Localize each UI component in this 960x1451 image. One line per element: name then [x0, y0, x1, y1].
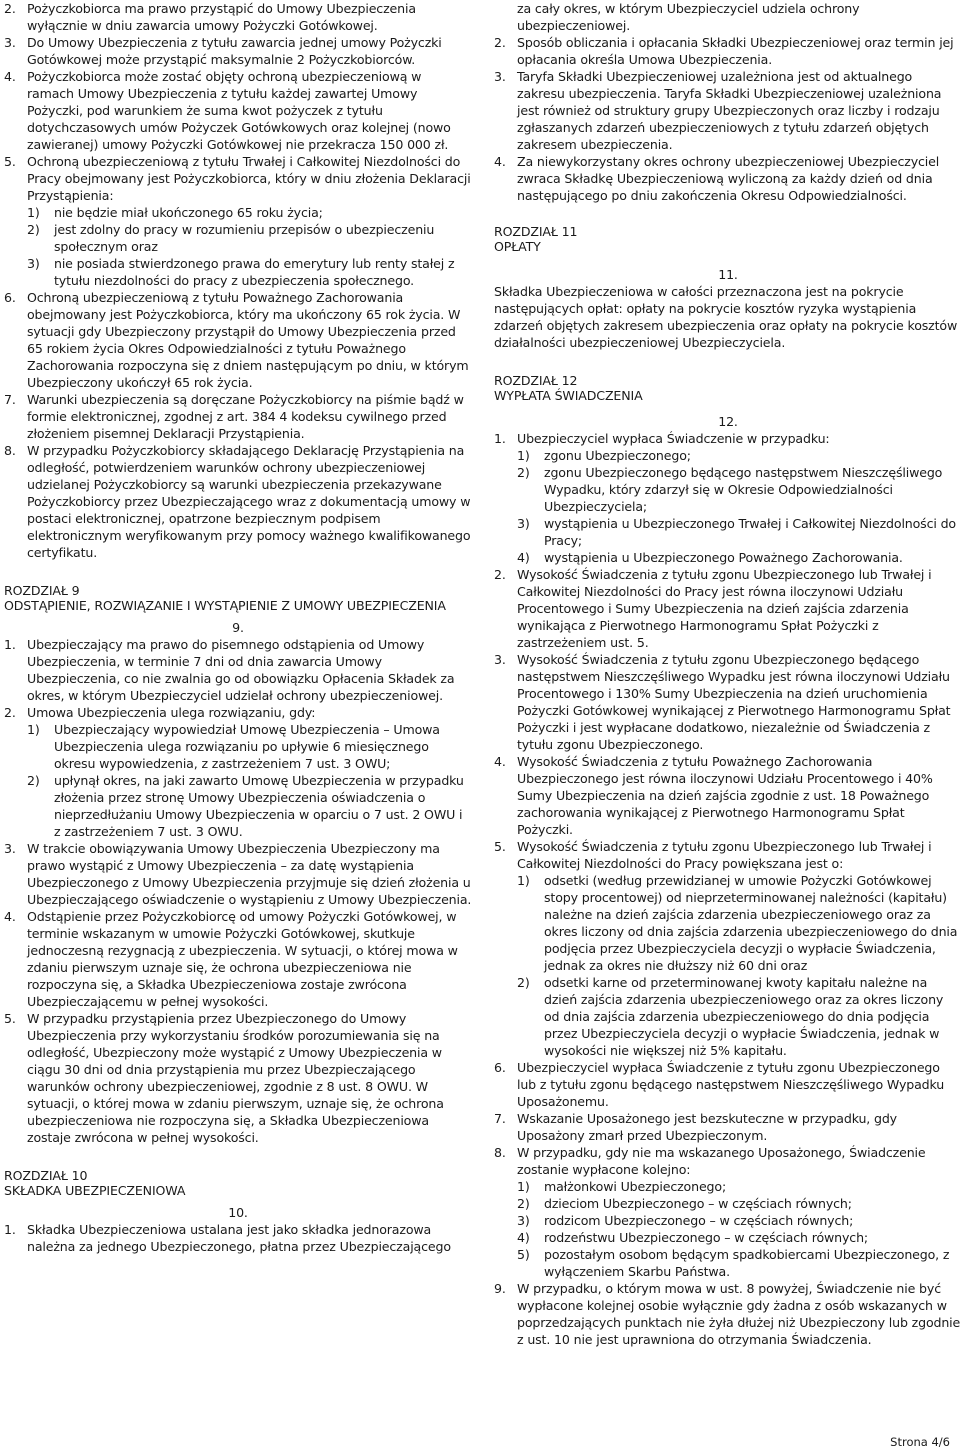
item-text: Ubezpieczający ma prawo do pisemnego odstąpienia od Umowy Ubezpieczenia, w terminie 7 dni od dnia zawarcia Umowy Ubezpieczenia, co nie zwalnia go od obowiązku Opłacenia Składek za okres, w którym Ubezpieczyciel udzielał ochrony ubezpieczeniowej. — [27, 637, 455, 703]
item-number: 1. — [4, 1222, 16, 1237]
right-column — [494, 0, 960, 1348]
sub-item-number: 3) — [517, 516, 530, 531]
sub-item-text: wystąpienia u Ubezpieczonego Poważnego Zachorowania. — [544, 550, 903, 565]
paragraph-number: 12. — [718, 414, 738, 429]
paragraph-text: Składka Ubezpieczeniowa w całości przeznaczona jest na pokrycie następujących opłat: opłaty na pokrycie kosztów ryzyka wystąpienia zdarzeń objętych zakresem ubezpieczenia oraz opłaty na pokrycie kosztów działalności ubezpieczeniowej Ubezpieczyciela. — [494, 284, 958, 350]
sub-item-number: 1) — [27, 722, 40, 737]
list-item — [4, 153, 472, 289]
item-text: Taryfa Składki Ubezpieczeniowej uzależniona jest od aktualnego zakresu ubezpieczenia. Taryfa Składki Ubezpieczeniowej uzależniona jest również od struktury grupy Ubezpieczonych oraz liczby i rodzaju zgłaszanych zdarzeń ubezpieczeniowych z tytułu zdarzeń objętych zakresem ubezpieczenia. — [517, 69, 942, 152]
sub-item-number: 1) — [517, 1179, 530, 1194]
item-text: Pożyczkobiorca ma prawo przystąpić do Umowy Ubezpieczenia wyłącznie w dniu zawarcia umowy Pożyczki Gotówkowej. — [27, 1, 416, 33]
list-item — [4, 1010, 472, 1146]
chapter-heading — [494, 224, 960, 254]
list-item — [4, 908, 472, 1010]
item-text: Wysokość Świadczenia z tytułu Poważnego Zachorowania Ubezpieczonego jest równa iloczynowi Udziału Procentowego i 40% Sumy Ubezpieczenia na dzień zajścia zgodnie z ust. 18 Poważnego zachorowania wynikającej z Pierwotnego Harmonogramu Spłat Pożyczki. — [517, 754, 933, 837]
chapter-number: ROZDZIAŁ 11 — [494, 224, 578, 239]
sub-item-text: jest zdolny do pracy w rozumieniu przepisów o ubezpieczeniu społecznym oraz — [54, 222, 435, 254]
sub-item-number: 4) — [517, 1230, 530, 1245]
item-text: Odstąpienie przez Pożyczkobiorcę od umowy Pożyczki Gotówkowej, w terminie wskazanym w umowie Pożyczki Gotówkowej, skutkuje jednoczesną rezygnacją z ubezpieczenia. W sytuacji, o której mowa w zdaniu pierwszym uznaje się, że ochrona ubezpieczeniowa nie rozpoczyna się, a Składka Ubezpieczeniowa zostaje zwrócona Ubezpieczającemu w pełnej wysokości. — [27, 909, 458, 1009]
item-number: 5. — [494, 839, 506, 854]
sub-item — [517, 1212, 960, 1229]
sub-item-text: rodzicom Ubezpieczonego – w częściach równych; — [544, 1213, 854, 1228]
item-text: Wysokość Świadczenia z tytułu zgonu Ubezpieczonego lub Trwałej i Całkowitej Niezdolności do Pracy powiększana jest o: — [517, 839, 932, 871]
item-number: 6. — [4, 290, 16, 305]
list-item — [494, 651, 960, 753]
list-item — [4, 34, 472, 68]
chapter-title: OPŁATY — [494, 239, 541, 254]
item-text: W przypadku Pożyczkobiorcy składającego Deklarację Przystąpienia na odległość, potwierdzeniem warunków ochrony ubezpieczeniowej udzielanej Pożyczkobiorcy są warunki ubezpieczenia przekazywane Pożyczkobiorcy przez Ubezpieczającego wraz z dokumentacją umowy w postaci elektronicznej, opatrzone bezpiecznym podpisem elektronicznym weryfikowanym przy pomocy ważnego kwalifikowanego certyfikatu. — [27, 443, 471, 560]
list-item — [494, 34, 960, 68]
chapter-number: ROZDZIAŁ 9 — [4, 583, 80, 598]
list-item — [4, 442, 472, 561]
sub-item-text: upłynął okres, na jaki zawarto Umowę Ubezpieczenia w przypadku złożenia przez stronę Umowy Ubezpieczenia oświadczenia o nieprzedłużaniu Umowy Ubezpieczenia w oparciu o 7 ust. 2 OWU i z zastrzeżeniem 7 ust. 3 OWU. — [54, 773, 464, 839]
sub-item — [27, 772, 472, 840]
item-text: Warunki ubezpieczenia są doręczane Pożyczkobiorcy na piśmie bądź w formie elektronicznej, zgodnej z art. 384 4 kodeksu cywilnego przed złożeniem pisemnej Deklaracji Przystąpienia. — [27, 392, 464, 441]
page-number: Strona 4/6 — [890, 1435, 950, 1449]
item-text: Ubezpieczyciel wypłaca Świadczenie z tytułu zgonu Ubezpieczonego lub z tytułu zgonu będącego następstwem Nieszczęśliwego Wypadku Uposażonemu. — [517, 1060, 945, 1109]
list-item — [494, 153, 960, 204]
sub-item-number: 2) — [517, 465, 530, 480]
item-text: Ubezpieczyciel wypłaca Świadczenie w przypadku: — [517, 431, 830, 446]
sub-item-number: 3) — [27, 256, 40, 271]
list-item — [4, 289, 472, 391]
item-number: 1. — [494, 431, 506, 446]
sub-item — [27, 255, 472, 289]
sub-item — [27, 221, 472, 255]
item-number: 4. — [4, 69, 16, 84]
sub-item-text: nie będzie miał ukończonego 65 roku życia; — [54, 205, 323, 220]
item-number: 2. — [4, 705, 16, 720]
list-item — [494, 1280, 960, 1348]
item-text: Wysokość Świadczenia z tytułu zgonu Ubezpieczonego lub Trwałej i Całkowitej Niezdolności do Pracy jest równa iloczynowi Udziału Procentowego i Sumy Ubezpieczenia na dzień zajścia zdarzenia wynikająca z Pierwotnego Harmonogramu Spłat Pożyczki z zastrzeżeniem ust. 5. — [517, 567, 932, 650]
sub-item-number: 5) — [517, 1247, 530, 1262]
sub-item — [517, 1178, 960, 1195]
item-number: 2. — [494, 567, 506, 582]
sub-item-number: 2) — [517, 975, 530, 990]
sub-item-number: 1) — [27, 205, 40, 220]
sub-item — [517, 549, 960, 566]
item-number: 1. — [4, 637, 16, 652]
item-text: W przypadku, gdy nie ma wskazanego Uposażonego, Świadczenie zostanie wypłacone kolejno: — [517, 1145, 926, 1177]
sub-item — [517, 1229, 960, 1246]
list-item — [494, 1110, 960, 1144]
item-number: 7. — [4, 392, 16, 407]
sub-item — [517, 974, 960, 1059]
sub-item-text: dzieciom Ubezpieczonego – w częściach równych; — [544, 1196, 852, 1211]
sub-item — [517, 1195, 960, 1212]
list-item — [4, 636, 472, 704]
list-item — [4, 0, 472, 34]
sub-item — [27, 721, 472, 772]
sub-item — [517, 515, 960, 549]
sub-item-text: zgonu Ubezpieczonego; — [544, 448, 691, 463]
item-number: 2. — [4, 1, 16, 16]
item-text: W trakcie obowiązywania Umowy Ubezpieczenia Ubezpieczony ma prawo wystąpić z Umowy Ubezpieczenia – za datę wystąpienia Ubezpieczonego z Umowy Ubezpieczenia przyjmuje się dzień złożenia u Ubezpieczającego oświadczenie o wystąpieniu z Umowy Ubezpieczenia. — [27, 841, 472, 907]
sub-item-number: 1) — [517, 448, 530, 463]
chapter-number: ROZDZIAŁ 12 — [494, 373, 578, 388]
item-text: Umowa Ubezpieczenia ulega rozwiązaniu, gdy: — [27, 705, 316, 720]
item-text: Pożyczkobiorca może zostać objęty ochroną ubezpieczeniową w ramach Umowy Ubezpieczenia z tytułu każdej zawartej Umowy Pożyczki, pod warunkiem że suma kwot pożyczek z tytułu dotychczasowych umów Pożyczek Gotówkowych oraz kolejnej (nowo zawieranej) umowy Pożyczki Gotówkowej nie przekracza 150 000 zł. — [27, 69, 451, 152]
list-item — [4, 68, 472, 153]
paragraph-number: 9. — [232, 620, 244, 635]
item-number: 9. — [494, 1281, 506, 1296]
sub-item-number: 4) — [517, 550, 530, 565]
chapter-title: SKŁADKA UBEZPIECZENIOWA — [4, 1183, 186, 1198]
list-item — [494, 1059, 960, 1110]
sub-item-text: zgonu Ubezpieczonego będącego następstwem Nieszczęśliwego Wypadku, który zdarzył się w Okresie Odpowiedzialności Ubezpieczyciela; — [544, 465, 943, 514]
item-number: 3. — [4, 841, 16, 856]
sub-item-text: nie posiada stwierdzonego prawa do emerytury lub renty stałej z tytułu niezdolności do pracy z ubezpieczenia społecznego. — [54, 256, 455, 288]
sub-item — [517, 447, 960, 464]
list-item — [494, 838, 960, 1059]
chapter-heading — [4, 1168, 472, 1198]
item-number: 5. — [4, 1011, 16, 1026]
list-item — [4, 391, 472, 442]
item-number: 5. — [4, 154, 16, 169]
sub-item — [517, 872, 960, 974]
sub-item-number: 1) — [517, 873, 530, 888]
item-number: 8. — [494, 1145, 506, 1160]
sub-item — [517, 464, 960, 515]
item-text: Wskazanie Uposażonego jest bezskuteczne w przypadku, gdy Uposażony zmarł przed Ubezpieczonym. — [517, 1111, 897, 1143]
item-number: 6. — [494, 1060, 506, 1075]
sub-item-number: 2) — [27, 773, 40, 788]
item-text: Za niewykorzystany okres ochrony ubezpieczeniowej Ubezpieczyciel zwraca Składkę Ubezpieczeniową wyliczoną za każdy dzień od dnia następującego po dniu zakończenia Okresu Odpowiedzialności. — [517, 154, 940, 203]
item-text: W przypadku, o którym mowa w ust. 8 powyżej, Świadczenie nie być wypłacone kolejnej osobie wyłącznie gdy żadna z osób wskazanych w poprzedzających punktach nie żyła dłużej niż Ubezpieczony lub zgodnie z ust. 10 nie jest uprawniona do otrzymania Świadczenia. — [517, 1281, 960, 1347]
chapter-title: ODSTĄPIENIE, ROZWIĄZANIE I WYSTĄPIENIE Z UMOWY UBEZPIECZENIA — [4, 598, 446, 613]
item-number: 4. — [494, 154, 506, 169]
list-item — [4, 1221, 472, 1255]
list-item — [494, 68, 960, 153]
chapter-heading — [494, 373, 960, 403]
list-item — [494, 753, 960, 838]
list-item — [494, 566, 960, 651]
item-number: 3. — [494, 69, 506, 84]
item-text: Do Umowy Ubezpieczenia z tytułu zawarcia jednej umowy Pożyczki Gotówkowej może przystąpić maksymalnie 2 Pożyczkobiorców. — [27, 35, 442, 67]
item-number: 3. — [4, 35, 16, 50]
left-column — [4, 0, 472, 1255]
list-item — [4, 704, 472, 840]
list-item — [4, 840, 472, 908]
chapter-heading — [4, 583, 472, 613]
sub-item-text: pozostałym osobom będącym spadkobiercami Ubezpieczonego, z wyłączeniem Skarbu Państwa. — [544, 1247, 950, 1279]
sub-item-text: rodzeństwu Ubezpieczonego – w częściach równych; — [544, 1230, 868, 1245]
list-item — [494, 430, 960, 566]
sub-item-text: Ubezpieczający wypowiedział Umowę Ubezpieczenia – Umowa Ubezpieczenia ulega rozwiązaniu po upływie 6 miesięcznego okresu wypowiedzenia, z zastrzeżeniem 7 ust. 3 OWU; — [54, 722, 440, 771]
item-number: 3. — [494, 652, 506, 667]
item-text: Wysokość Świadczenia z tytułu zgonu Ubezpieczonego będącego następstwem Nieszczęśliwego Wypadku jest równa iloczynowi Udziału Procentowego i 130% Sumy Ubezpieczenia na dzień uruchomienia Pożyczki Gotówkowej wynikającej z Pierwotnego Harmonogramu Spłat Pożyczki i jest wypłacane dodatkowo, niezależnie od Świadczenia z tytułu zgonu Ubezpieczonego. — [517, 652, 951, 752]
item-text: W przypadku przystąpienia przez Ubezpieczonego do Umowy Ubezpieczenia przy wykorzystaniu środków porozumiewania się na odległość, Ubezpieczony może wystąpić z Umowy Ubezpieczenia w ciągu 30 dni od dnia przystąpienia mu przez Ubezpieczającego warunków ochrony ubezpieczeniowej, zgodnie z 8 ust. 8 OWU. W sytuacji, o której mowa w zdaniu pierwszym, uznaje się, że ochrona ubezpieczeniowa nie rozpoczyna się, a Składka Ubezpieczeniowa zostaje zwrócona w pełnej wysokości. — [27, 1011, 444, 1145]
item-number: 2. — [494, 35, 506, 50]
sub-item-number: 2) — [27, 222, 40, 237]
sub-item — [517, 1246, 960, 1280]
chapter-title: WYPŁATA ŚWIADCZENIA — [494, 388, 643, 403]
item-number: 8. — [4, 443, 16, 458]
item-number: 7. — [494, 1111, 506, 1126]
item-number: 4. — [494, 754, 506, 769]
item-text: Ochroną ubezpieczeniową z tytułu Trwałej i Całkowitej Niezdolności do Pracy obejmowany jest Pożyczkobiorca, który w dniu złożenia Deklaracji Przystąpienia: — [27, 154, 471, 203]
item-text: Składka Ubezpieczeniowa ustalana jest jako składka jednorazowa należna za jednego Ubezpieczonego, płatna przez Ubezpieczającego — [27, 1222, 451, 1254]
list-item-continuation — [494, 0, 960, 34]
sub-item — [27, 204, 472, 221]
sub-item-text: wystąpienia u Ubezpieczonego Trwałej i Całkowitej Niezdolności do Pracy; — [544, 516, 956, 548]
sub-item-text: odsetki karne od przeterminowanej kwoty kapitału należne na dzień zajścia zdarzenia ubezpieczeniowego oraz za okres liczony od dnia zajścia zdarzenia ubezpieczeniowego do dnia podjęcia przez Ubezpieczyciela decyzji o wypłacie Świadczenia, jednak w wysokości nie większej niż 5% kapitału. — [544, 975, 944, 1058]
item-text: za cały okres, w którym Ubezpieczyciel udziela ochrony ubezpieczeniowej. — [517, 1, 860, 33]
paragraph-number: 10. — [228, 1205, 248, 1220]
paragraph-number: 11. — [718, 267, 738, 282]
sub-item-number: 3) — [517, 1213, 530, 1228]
sub-item-text: odsetki (według przewidzianej w umowie Pożyczki Gotówkowej stopy procentowej) od nieprzeterminowanej należności (kapitału) należne na dzień zajścia zdarzenia ubezpieczeniowego oraz za okres liczony od dnia zajścia zdarzenia ubezpieczeniowego do dnia podjęcia przez Ubezpieczyciela decyzji o wypłacie Świadczenia, jednak za okres nie dłuższy niż 60 dni oraz — [544, 873, 958, 973]
item-number: 4. — [4, 909, 16, 924]
sub-item-text: małżonkowi Ubezpieczonego; — [544, 1179, 727, 1194]
chapter-number: ROZDZIAŁ 10 — [4, 1168, 88, 1183]
sub-item-number: 2) — [517, 1196, 530, 1211]
item-text: Sposób obliczania i opłacania Składki Ubezpieczeniowej oraz termin jej opłacania określa Umowa Ubezpieczenia. — [517, 35, 954, 67]
list-item — [494, 1144, 960, 1280]
item-text: Ochroną ubezpieczeniową z tytułu Poważnego Zachorowania obejmowany jest Pożyczkobiorca, który ma ukończony 65 rok życia. W sytuacji gdy Ubezpieczony przystąpił do Umowy Ubezpieczenia przed 65 rokiem życia Okres Odpowiedzialności z tytułu Poważnego Zachorowania rozpoczyna się z dniem następującym po dniu, w którym Ubezpieczony ukończył 65 rok życia. — [27, 290, 469, 390]
